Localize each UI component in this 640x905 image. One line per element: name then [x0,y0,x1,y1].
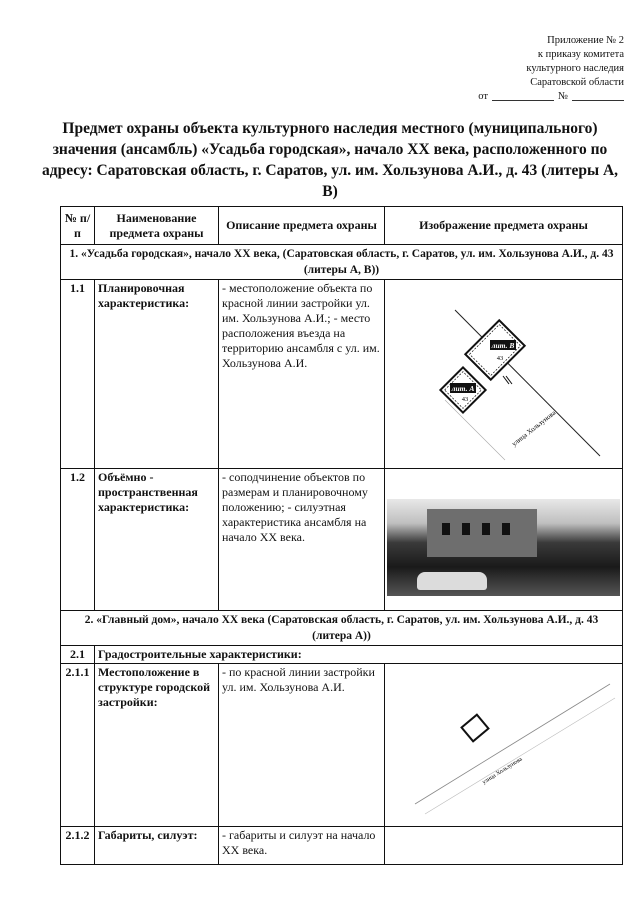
table-row-2-1 [61,646,623,664]
header-image: Изображение предмета охраны [385,207,623,245]
row-1-1-desc: - местоположение объекта по красной линии застройки ул. им. Хользунова А.И.; - место расположения въезда на территорию ансамбля с ул. им. Хользунова А.И. [219,280,385,469]
building-a-location [462,715,489,742]
map-street-label: улица Хользунова [510,408,558,449]
table-header-row [61,207,623,245]
document-title: Предмет охраны объекта культурного наследия местного (муниципального) значения (ансамбль) «Усадьба городская», начало XX века, расположенного по адресу: Саратовская область, г. Саратов, ул. им. Хользунова А.И., д. 43 (литеры А, В) [41,120,619,200]
annex-header [424,34,624,104]
annex-line-1: Приложение № 2 [547,35,624,46]
header-num: № п/п [61,207,95,245]
row-2-1-1-image [385,664,623,827]
photo-window [482,523,490,535]
section-2-row [61,611,623,646]
site-plan-map [385,280,621,464]
row-1-1-image [385,280,623,469]
table-row-2-1-2 [61,827,623,865]
row-2-1-2-name: Габариты, силуэт: [95,827,219,865]
row-1-2-desc: - соподчинение объектов по размерам и планировочному положению; - силуэтная характеристика ансамбля на начало XX века. [219,469,385,611]
annex-date-row [424,90,624,104]
location-map [385,664,621,822]
map-label-b: лит. В [491,341,515,350]
row-1-1-name: Планировочная характеристика: [95,280,219,469]
number-blank [572,90,624,101]
row-2-1-1-num: 2.1.1 [61,664,95,827]
header-desc: Описание предмета охраны [219,207,385,245]
table-row-1-1 [61,280,623,469]
table-row-2-1-1 [61,664,623,827]
header-name: Наименование предмета охраны [95,207,219,245]
photo-car [417,572,487,590]
section-1-row [61,245,623,280]
date-blank [492,90,554,101]
annex-line-4: Саратовской области [530,77,624,88]
date-prefix: от [478,91,488,102]
annex-line-2: к приказу комитета [537,49,624,60]
section-2-title: 2. «Главный дом», начало XX века (Саратовская область, г. Саратов, ул. им. Хользунова А.И., д. 43 (литера А)) [61,611,623,646]
building-photo [387,499,620,596]
photo-window [442,523,450,535]
row-2-1-2-desc: - габариты и силуэт на начало XX века. [219,827,385,865]
row-1-2-num: 1.2 [61,469,95,611]
protection-table [60,206,623,865]
row-1-1-num: 1.1 [61,280,95,469]
row-1-2-image [385,469,623,611]
photo-window [502,523,510,535]
row-1-2-name: Объёмно - пространственная характеристика: [95,469,219,611]
entrance-arrow [503,376,512,384]
row-2-1-1-name: Местоположение в структуре городской застройки: [95,664,219,827]
row-2-1-num: 2.1 [61,646,95,664]
row-2-1-2-image [385,827,623,865]
row-2-1-2-num: 2.1.2 [61,827,95,865]
map-street-label: улица Хользунова [481,756,524,786]
map-label-a: лит. А [451,384,475,393]
row-2-1-name: Градостроительные характеристики: [95,646,623,664]
annex-line-3: культурного наследия [526,63,624,74]
section-1-title: 1. «Усадьба городская», начало XX века, (Саратовская область, г. Саратов, ул. им. Хользунова А.И., д. 43 (литеры А, В)) [61,245,623,280]
map-num-b: 43 [496,355,504,362]
photo-window [462,523,470,535]
street-line [415,684,610,804]
street-edge [445,400,505,460]
number-prefix: № [557,91,568,102]
row-2-1-1-desc: - по красной линии застройки ул. им. Хользунова А.И. [219,664,385,827]
table-row-1-2 [61,469,623,611]
map-num-a: 43 [461,396,469,403]
